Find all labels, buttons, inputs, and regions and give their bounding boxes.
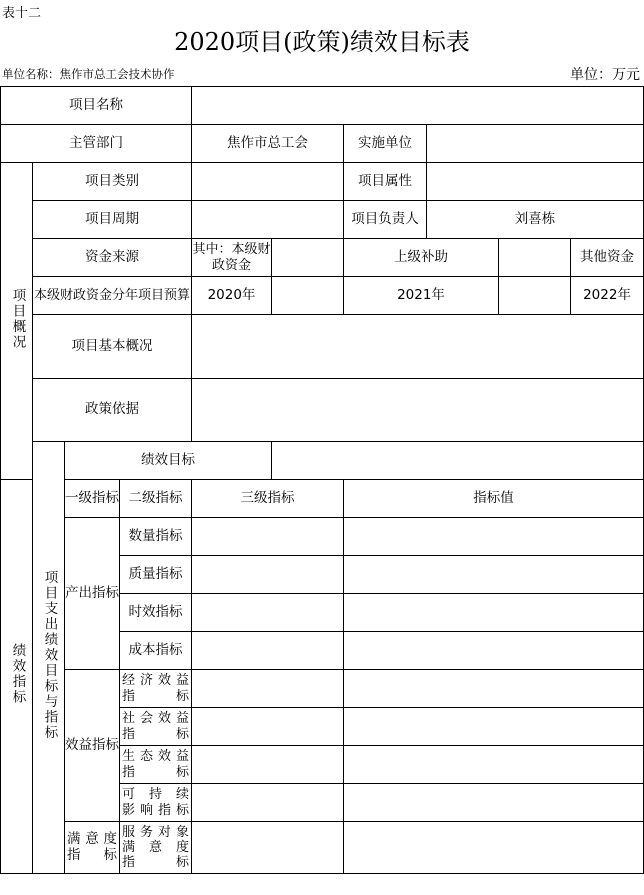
satisfaction-label: 满意度 指标 — [65, 822, 120, 874]
impl-unit-value[interactable] — [427, 125, 644, 163]
social-label: 社会效益 指标 — [120, 708, 192, 746]
table-row — [1, 480, 644, 518]
table-row — [1, 442, 644, 480]
page-title: 2020项目(政策)绩效目标表 — [174, 28, 470, 56]
table-row — [1, 670, 644, 708]
quantity-value[interactable] — [344, 518, 644, 556]
policy-basis-value[interactable] — [192, 379, 644, 442]
sustainability-value[interactable] — [344, 784, 644, 822]
social-level3[interactable] — [192, 708, 344, 746]
cost-label: 成本指标 — [120, 632, 192, 670]
ecological-value[interactable] — [344, 746, 644, 784]
ecological-level3[interactable] — [192, 746, 344, 784]
goal-label: 绩效目标 — [65, 442, 272, 480]
unit-name: 单位名称：焦作市总工会技术协作 — [2, 67, 175, 81]
goal-value[interactable] — [272, 442, 644, 480]
economic-label: 经济效益 指标 — [120, 670, 192, 708]
leader-label: 项目负责人 — [344, 201, 427, 239]
table-row — [1, 201, 644, 239]
service-satisfaction-label: 服务对象 满意度 指标 — [120, 822, 192, 874]
department-value[interactable]: 焦作市总工会 — [192, 125, 344, 163]
category-label: 项目类别 — [33, 163, 192, 201]
quality-level3[interactable] — [192, 556, 344, 594]
attribute-value[interactable] — [427, 163, 644, 201]
year-2021-value[interactable] — [499, 277, 571, 315]
attribute-label: 项目属性 — [344, 163, 427, 201]
upper-subsidy-label: 上级补助 — [344, 239, 499, 277]
period-value[interactable] — [192, 201, 344, 239]
department-label: 主管部门 — [1, 125, 192, 163]
performance-section-label — [33, 442, 65, 874]
period-label: 项目周期 — [33, 201, 192, 239]
table-row — [1, 379, 644, 442]
output-label: 产出指标 — [65, 518, 120, 670]
local-fund-label: 其中：本级财政资金 — [192, 239, 272, 277]
indicator-text: 绩效指标 — [9, 643, 26, 706]
policy-basis-label: 政策依据 — [33, 379, 192, 442]
cost-level3[interactable] — [192, 632, 344, 670]
basic-overview-label: 项目基本概况 — [33, 315, 192, 379]
level2-header: 二级指标 — [120, 480, 192, 518]
year-2020-label: 2020年 — [192, 277, 272, 315]
quantity-level3[interactable] — [192, 518, 344, 556]
table-row — [1, 518, 644, 556]
level1-header: 一级指标 — [65, 480, 120, 518]
impl-unit-label: 实施单位 — [344, 125, 427, 163]
other-fund-label: 其他资金 — [571, 239, 644, 277]
upper-subsidy-value[interactable] — [499, 239, 571, 277]
fund-source-label: 资金来源 — [33, 239, 192, 277]
category-value[interactable] — [192, 163, 344, 201]
service-satisfaction-value[interactable] — [344, 822, 644, 874]
basic-overview-value[interactable] — [192, 315, 644, 379]
budget-label: 本级财政资金分年项目预算 — [33, 277, 192, 315]
level3-header: 三级指标 — [192, 480, 344, 518]
timeliness-value[interactable] — [344, 594, 644, 632]
table-row — [1, 277, 644, 315]
quality-value[interactable] — [344, 556, 644, 594]
economic-level3[interactable] — [192, 670, 344, 708]
year-2022-label: 2022年 — [571, 277, 644, 315]
timeliness-level3[interactable] — [192, 594, 344, 632]
table-row — [1, 163, 644, 201]
benefit-label: 效益指标 — [65, 670, 120, 822]
sustainability-level3[interactable] — [192, 784, 344, 822]
overview-section-text: 项目概况 — [9, 287, 26, 350]
table-row — [1, 125, 644, 163]
service-satisfaction-level3[interactable] — [192, 822, 344, 874]
ecological-label: 生态效益 指标 — [120, 746, 192, 784]
project-name-label: 项目名称 — [1, 87, 192, 125]
project-name-value[interactable] — [192, 87, 644, 125]
sustainability-label: 可持续 影响指标 — [120, 784, 192, 822]
currency-unit: 单位：万元 — [570, 67, 640, 83]
year-2021-label: 2021年 — [344, 277, 499, 315]
table-row — [1, 87, 644, 125]
economic-value[interactable] — [344, 670, 644, 708]
cost-value[interactable] — [344, 632, 644, 670]
timeliness-label: 时效指标 — [120, 594, 192, 632]
leader-value[interactable]: 刘喜栋 — [427, 201, 644, 239]
performance-section-text: 项目支出绩效目标与指标 — [41, 569, 58, 741]
year-2020-value[interactable] — [272, 277, 344, 315]
indicator-label — [1, 480, 33, 874]
value-header: 指标值 — [344, 480, 644, 518]
table-row — [1, 239, 644, 277]
table-row — [1, 315, 644, 379]
quality-label: 质量指标 — [120, 556, 192, 594]
local-fund-value[interactable] — [272, 239, 344, 277]
table-row — [1, 822, 644, 874]
social-value[interactable] — [344, 708, 644, 746]
overview-section-label — [1, 163, 33, 480]
performance-goal-table — [0, 86, 644, 874]
table-number-caption: 表十二 — [2, 6, 42, 21]
quantity-label: 数量指标 — [120, 518, 192, 556]
